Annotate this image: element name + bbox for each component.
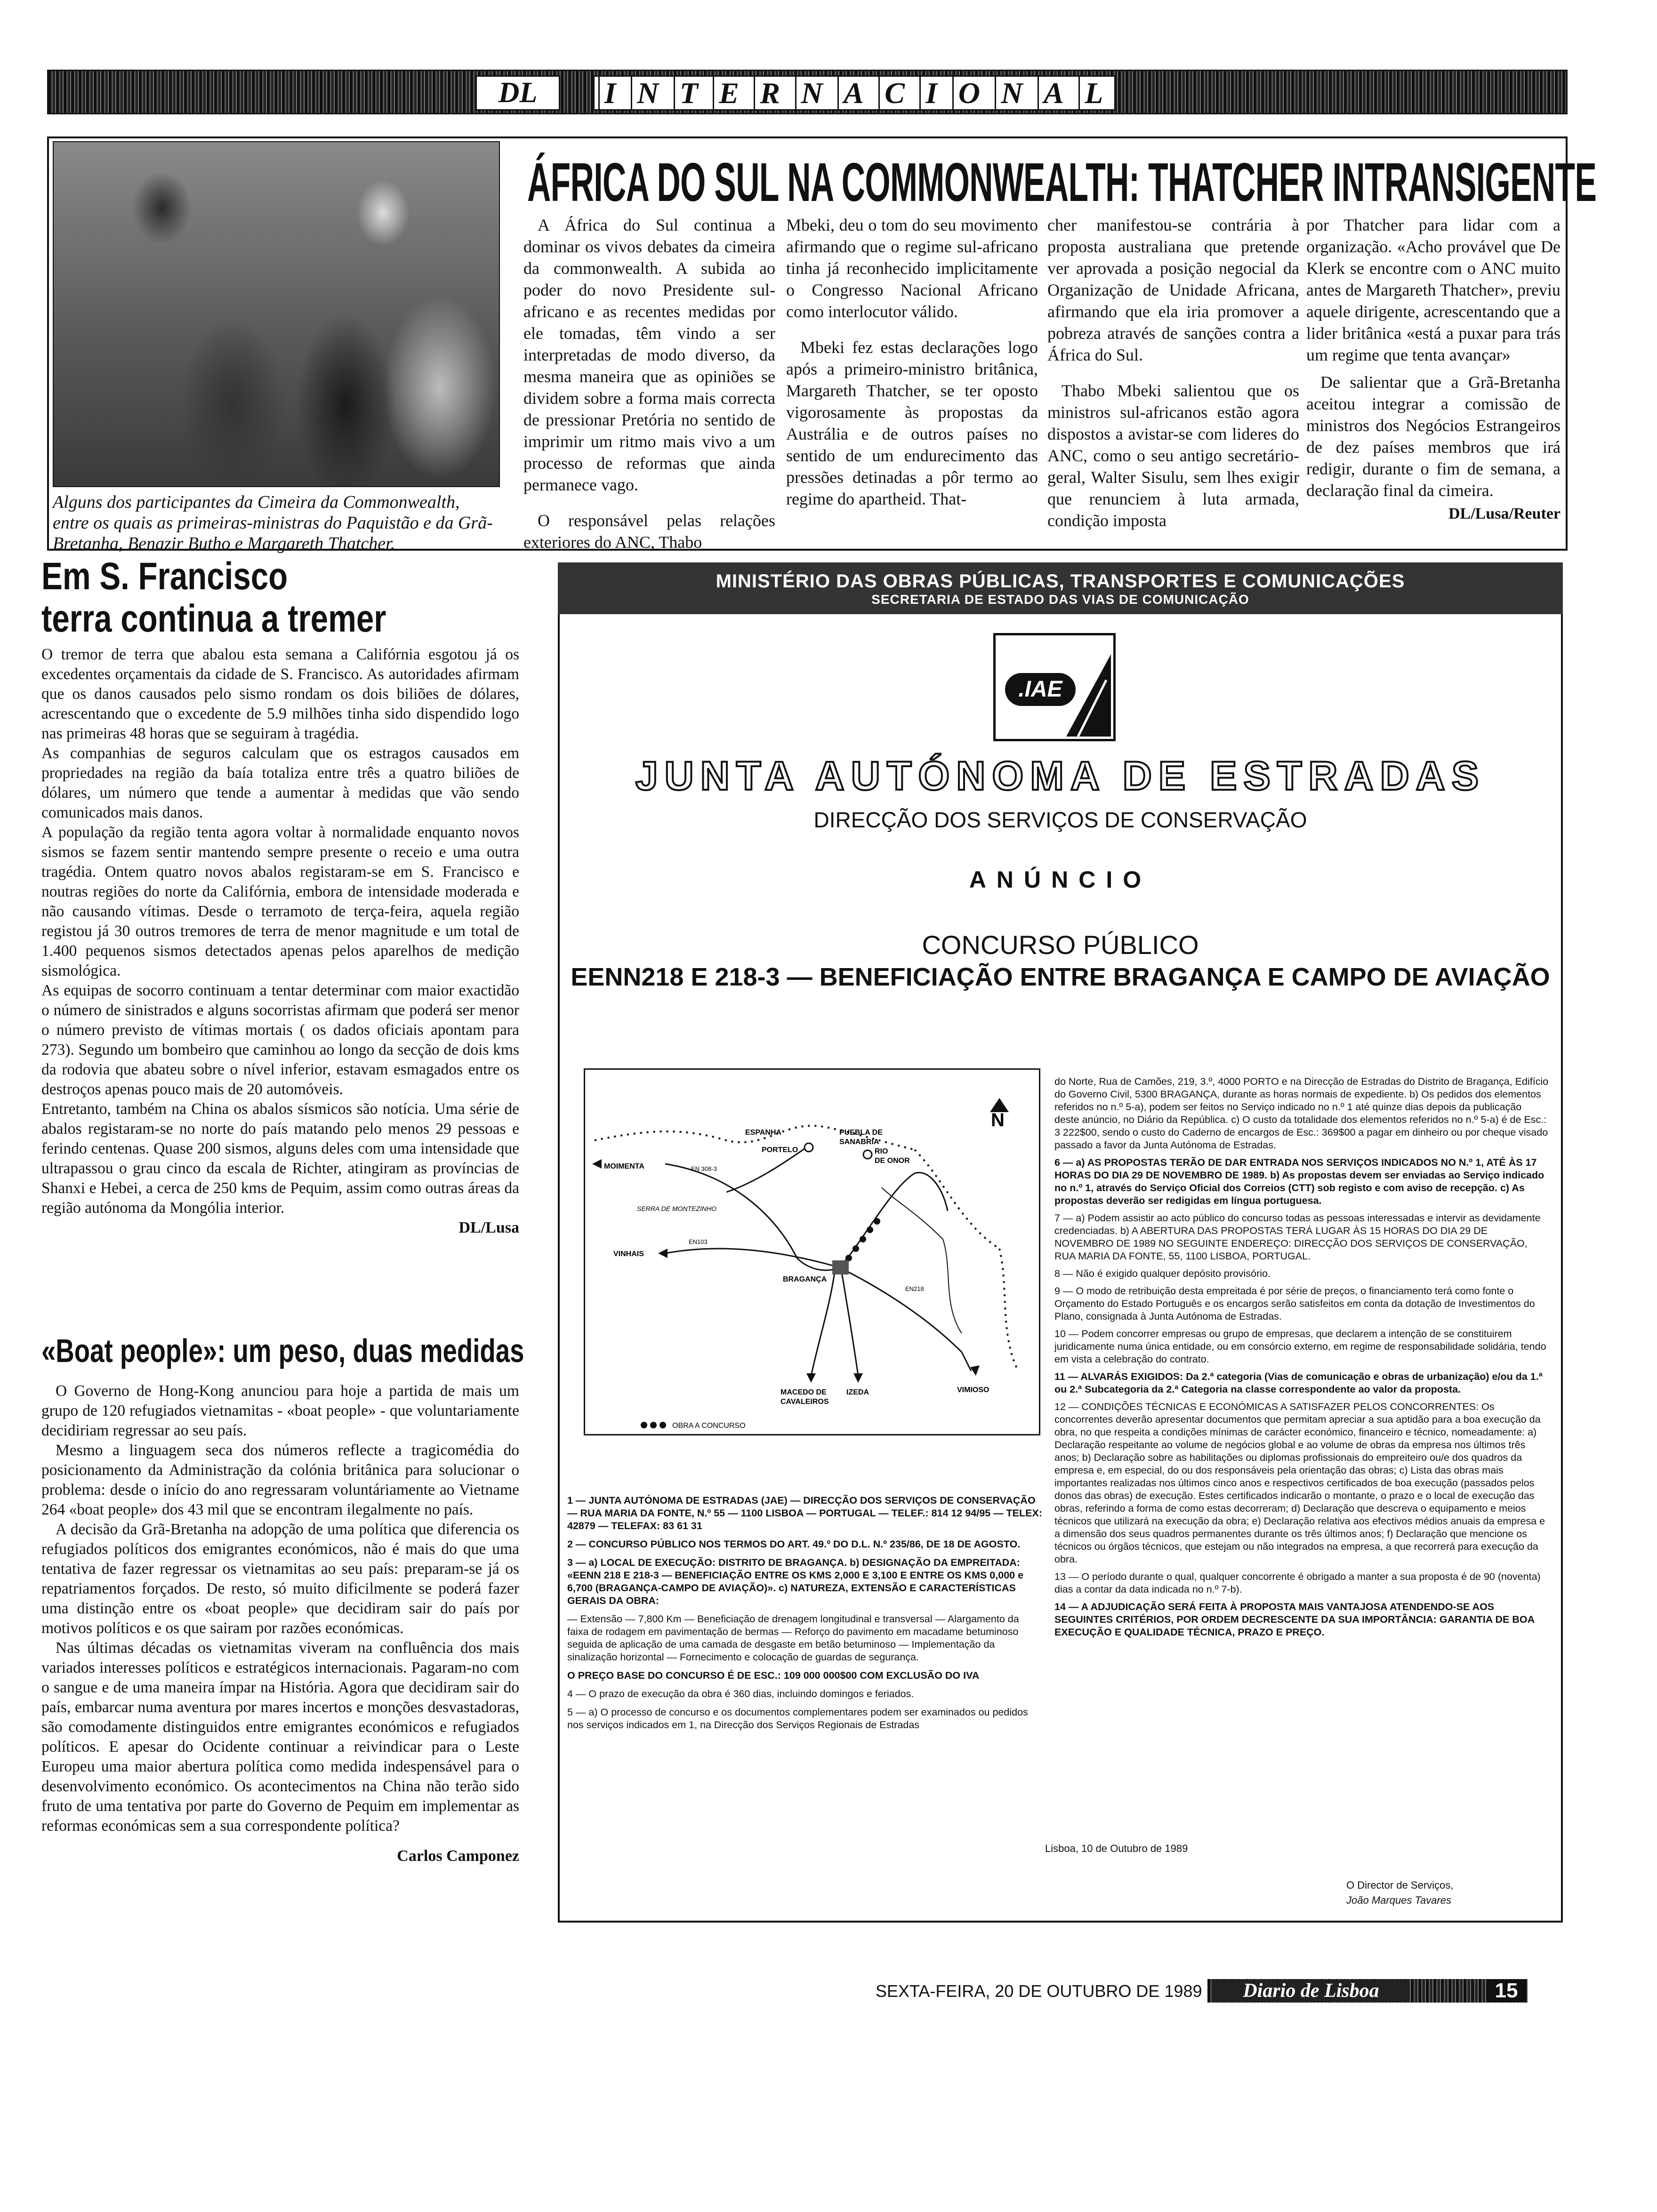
africa-column-4	[1306, 214, 1560, 525]
ad-item: — Extensão — 7,800 Km — Beneficiação de drenagem longitudinal e transversal — Alargamento da faixa de rodagem em pavimentação de bermas — Reforço do pavimento em macadame betuminoso seguida de aplicação de uma camada de desgaste em betão betuminoso — Implementação da sinalização horizontal — Fornecimento e colocação de guardas de segurança.	[567, 1613, 1019, 1663]
road-line	[726, 1147, 806, 1192]
road-macedo	[811, 1272, 835, 1376]
paragraph: As companhias de seguros calculam que os estragos causados em propriedades na região da baía totaliza entre três a quatro biliões de dólares, um número que tende a aumentar à medidas que vão sendo comunicados mais danos.	[41, 745, 519, 821]
section-letter: N	[795, 76, 830, 111]
map-label: EN 308-3	[691, 1165, 717, 1172]
boat-signature: Carlos Camponez	[397, 1847, 519, 1865]
director-title: O Director de Serviços,	[1346, 1879, 1454, 1891]
sf-headline	[41, 555, 427, 640]
ad-left-column	[567, 1494, 1043, 1737]
paragraph: por Thatcher para lidar com a organização. «Acho provável que De Klerk se encontre com o ANC muito antes de Margareth Thatcher», previu aquele dirigente, acrescentando que a lider britânica «está a puxar para trás um regime que tenta avançar»	[1306, 216, 1560, 364]
paragraph: Mbeki fez estas declarações logo após a primeiro-ministro britânica, Margareth Thatcher, se ter oposto vigorosamente às propostas da Austrália e de outros países no sentido de um endurecimento das pressões detinadas a pôr termo ao regime do apartheid. That-	[786, 338, 1038, 508]
paragraph: As equipas de socorro continuam a tentar determinar com maior exactidão o número de sinistrados e alguns socorristas afirmam que poderá ser menor o número previsto de vítimas mortais ( os dados oficiais apontam para 273). Segundo um bombeiro que caminhou ao longo da secção de dois kms da rodovia que abateu sobre o nível inferior, estavam esmagados entre os destroços apenas pouco mais de 20 automóveis.	[41, 982, 519, 1098]
road-en218	[839, 1172, 948, 1267]
cimeira-photo	[53, 141, 500, 487]
section-letter: E	[713, 76, 747, 111]
map-label: SERRA DE MONTEZINHO	[637, 1205, 717, 1212]
direccao-title: DIRECÇÃO DOS SERVIÇOS DE CONSERVAÇÃO	[813, 808, 1307, 832]
ad-item: 14 — A ADJUDICAÇÃO SERÁ FEITA À PROPOSTA MAIS VANTAJOSA ATENDENDO-SE AOS SEGUINTES CRITÉRIOS, POR ORDEM DECRESCENTE DA SUA IMPORTÂNCIA: GARANTIA DE BOA EXECUÇÃO E QUALIDADE TÉCNICA, PRAZO E PREÇO.	[1054, 1601, 1535, 1638]
paragraph: De salientar que a Grã-Bretanha aceitou integrar a comissão de ministros dos Negócios Estrangeiros de dez países membros que irá redigir, durante o fim de semana, a declaração final da cimeira.	[1306, 373, 1560, 500]
section-letter: A	[837, 76, 871, 111]
section-letter: R	[754, 76, 788, 111]
map-label: MOIMENTA	[604, 1162, 644, 1170]
border-line	[999, 1249, 1018, 1371]
footer-date: SEXTA-FEIRA, 20 DE OUTUBRO DE 1989	[876, 1981, 1202, 2001]
africa-column-1	[523, 214, 775, 567]
ad-place-date: Lisboa, 10 de Outubro de 1989	[1045, 1843, 1188, 1854]
africa-column-2	[786, 214, 1038, 524]
logo-text: DL	[498, 77, 538, 109]
road-vimioso	[839, 1267, 971, 1371]
section-letter: L	[1078, 76, 1110, 111]
paragraph: A decisão da Grã-Bretanha na adopção de uma política que diferencia os refugiados políticos dos emigrantes económicos, não é mais do que uma tentativa de fazer regressar os vietnamitas ao seu país: preparam-se já os repatriamentos forçados. De resto, só muito dificilmente se poderá fazer uma distinção entre os «boat people» que decidiram sair do país por motivos políticos e os que sairam por razões económicas.	[41, 1521, 519, 1637]
paragraph: Mbeki, deu o tom do seu movimento afirmando que o regime sul-africano tinha já reconhecido implicitamente o Congresso Nacional Africano como interlocutor válido.	[786, 216, 1038, 321]
section-letter: I	[598, 76, 624, 111]
jae-title: JUNTA AUTÓNOMA DE ESTRADAS	[635, 753, 1486, 799]
ad-header-band	[558, 562, 1563, 614]
paragraph: Nas últimas décadas os vietnamitas viveram na confluência dos mais variados interesses políticos e estratégicos internacionais. Pagaram-no com o sangue e de uma maneira ímpar na História. Agora que decidiram sair do país, embarcar numa aventura por mares incertos e monções desvastadoras, são comodamente distinguidos entre emigrantes económicos e refugiados políticos. E apesar do Ocidente continuar a reivindicar para o Leste Europeu uma maior abertura política como medida indespensável para o desenvolvimento económico. Os acontecimentos na China não terão sido fruto de uma tentativa por parte do Governo de Pequim em implementar as reformas económicas sem a sua correspondente política?	[41, 1639, 519, 1835]
paragraph: Thabo Mbeki salientou que os ministros sul-africanos estão agora dispostos a avistar-se com lideres do ANC, como o seu antigo secretário-geral, Walter Sisulu, sem lhes exigir que renunciem à luta armada, condição imposta	[1047, 381, 1299, 530]
river-line	[882, 1187, 962, 1333]
road-en103	[665, 1249, 839, 1267]
border-line	[915, 1150, 999, 1249]
sf-body	[41, 645, 519, 1238]
ad-item: 11 — ALVARÁS EXIGIDOS: Da 2.ª categoria (Vias de comunicação e obras de urbanização) e/ou da 1.ª ou 2.ª Subcategoria da 2.ª Categoria na classe correspondente ao valor da proposta.	[1054, 1371, 1543, 1395]
paragraph: O Governo de Hong-Kong anunciou para hoje a partida de mais um grupo de 120 refugiados vietnamitas - «boat people» - que voluntariamente decidiriam regressar ao seu país.	[41, 1382, 519, 1439]
masthead: Diario de Lisboa	[1212, 1980, 1410, 2002]
north-label: N	[991, 1110, 1005, 1130]
iae-logo-text: .IAE	[1005, 673, 1076, 706]
ad-item: do Norte, Rua de Camões, 219, 3.º, 4000 PORTO e na Direcção de Estradas do Distrito de Bragança, Edifício do Governo Civil, 5300 BRAGANÇA, durante as horas normais de expediente. b) Os pedidos dos elementos referidos no n.º 5-a), podem ser feitos no Serviço indicado no n.º 1 até quinze dias depois da publicação deste anúncio, no Diário da República. c) O custo da totalidade dos elementos referidos no n.º 5-a) é de Esc.: 3 222$00, sendo o custo do Caderno de encargos de Esc.: 369$00 a pagar em dinheiro ou por cheque visado passado a favor da Junta Autónoma de Estradas.	[1054, 1076, 1549, 1151]
africa-column-3	[1047, 214, 1299, 545]
road-en308	[665, 1164, 839, 1270]
paragraph: Entretanto, também na China os abalos sísmicos são notícia. Uma série de abalos registaram-se no norte do país matando pelo menos 29 pessoas e ferindo centenas. Quase 200 sismos, alguns deles com uma intensidade que ultrapassou o grau cinco da escala de Richter, atingiram as províncias de Shanxi e Hebei, a cerca de 250 kms de Pequim, assim como outras áreas da região autónoma da Mongólia interior.	[41, 1100, 519, 1217]
map-label: PORTELO	[762, 1146, 798, 1154]
map-label: VINHAIS	[613, 1250, 644, 1258]
sf-headline-line-1: Em S. Francisco	[41, 555, 288, 598]
africa-headline: ÁFRICA DO SUL NA COMMONWEALTH: THATCHER INTRANSIGENTE	[527, 152, 1597, 213]
map-label: VIMIOSO	[957, 1386, 989, 1394]
ad-right-column	[1054, 1075, 1549, 1643]
section-letter: I	[919, 76, 945, 111]
map-label: EN103	[689, 1238, 708, 1245]
ad-item: 4 — O prazo de execução da obra é 360 dias, incluindo domingos e feriados.	[567, 1688, 914, 1699]
paragraph: O responsável pelas relações exteriores do ANC, Thabo	[523, 511, 775, 552]
ad-item: O PREÇO BASE DO CONCURSO É DE ESC.: 109 000 000$00 COM EXCLUSÃO DO IVA	[567, 1670, 980, 1681]
map-label: MACEDO DE	[780, 1388, 827, 1396]
page-number: 15	[1488, 1980, 1525, 2002]
map-label: RIO	[875, 1147, 888, 1155]
location-map	[584, 1068, 1040, 1435]
map-label: ESPANHA	[745, 1129, 782, 1137]
section-letter: T	[674, 76, 706, 111]
ad-item: 9 — O modo de retribuição desta empreitada é por série de preços, o financiamento terá como fonte o Orçamento do Estado Português e os encargos serão satisfeitos em conta da dotação de Investimentos do Plano, consignada à Junta Autónoma de Estradas.	[1054, 1285, 1535, 1322]
map-label: IZEDA	[846, 1388, 869, 1396]
ad-item: 12 — CONDIÇÕES TÉCNICAS E ECONÓMICAS A SATISFAZER PELOS CONCORRENTES: Os concorrentes deverão apresentar documentos que permitam apreciar a sua aptidão para a boa execução da obra, no que respeita a condições mínimas de carácter económico, financeiro e técnico, nomeadamente: a) Declaração respeitante ao volume de negócios global e ao volume de obras da empresa nos últimos três anos; b) Declaração sobre as habilitações ou diplomas profissionais do empreiteiro ou/e dos quadros da empresa e, em especial, do ou dos responsáveis pela orientação das obras; c) Lista das obras mais importantes realizadas nos últimos cinco anos e respectivos certificados de boa execução (passados pelos donos das obras) de execução. Estes certificados indicarão o montante, o prazo e o local de execução das obras, referindo a forma de como estas decorreram; d) Declaração que descreva o equipamento e meios técnicos que utilizará na execução da obra; e) Declaração relativa aos efectivos médios anuais da empresa e a dimensão dos seus quadros permanentes durante os três últimos anos; f) Declaração que mencione os técnicos ou órgãos técnicos, que estejam ou não integrados na empresa, a que recorrerá para execução da obra.	[1054, 1401, 1545, 1565]
concurso-title: CONCURSO PÚBLICO	[922, 930, 1199, 960]
section-letter: C	[878, 76, 912, 111]
ad-item: 2 — CONCURSO PÚBLICO NOS TERMOS DO ART. 49.º DO D.L. N.º 235/86, DE 18 DE AGOSTO.	[567, 1539, 1021, 1550]
anuncio-title: ANÚNCIO	[969, 866, 1152, 893]
ad-item: 7 — a) Podem assistir ao acto público do concurso todas as pessoas interessadas e intervir as devidamente credenciadas. b) A ABERTURA DAS PROPOSTAS TERÁ LUGAR ÀS 15 HORAS DO DIA 29 DE NOVEMBRO DE 1989 NO SEGUINTE ENDEREÇO: DIRECÇÃO DOS SERVIÇOS DE CONSERVAÇÃO, RUA MARIA DA FONTE, 55, 1100 LISBOA, PORTUGAL.	[1054, 1212, 1541, 1262]
ad-item: 8 — Não é exigido qualquer depósito provisório.	[1054, 1268, 1271, 1279]
ad-item: 6 — a) AS PROPOSTAS TERÃO DE DAR ENTRADA NOS SERVIÇOS INDICADOS NO N.º 1, ATÉ ÀS 17 HORAS DO DIA 29 DE NOVEMBRO DE 1989. b) As propostas devem ser enviadas ao Serviço indicado no n.º 1, através do Serviço Oficial dos Correios (CTT) sob registo e com aviso de recepção. c) As propostas deverão ser redigidas em língua portuguesa.	[1054, 1157, 1544, 1206]
map-label: SANABRIA	[839, 1138, 879, 1146]
map-legend: OBRA A CONCURSO	[672, 1422, 746, 1430]
section-title-internacional	[593, 75, 1116, 111]
secretaria-name: SECRETARIA DE ESTADO DAS VIAS DE COMUNICAÇÃO	[871, 592, 1249, 607]
dl-logo	[475, 75, 560, 111]
ad-director	[1346, 1878, 1535, 1908]
ad-item: 5 — a) O processo de concurso e os documentos complementares podem ser examinados ou pedidos nos serviços indicados em 1, na Direcção dos Serviços Regionais de Estradas	[567, 1707, 1028, 1731]
eenn-title: EENN218 E 218-3 — BENEFICIAÇÃO ENTRE BRAGANÇA E CAMPO DE AVIAÇÃO	[571, 963, 1550, 991]
boat-headline: «Boat people»: um peso, duas medidas	[41, 1332, 524, 1369]
map-label: EN218	[905, 1285, 924, 1292]
map-label: DE ONOR	[875, 1157, 910, 1165]
paragraph: cher manifestou-se contrária à proposta australiana que pretende ver aprovada a posição negocial da Organização de Unidade Africana, afirmando que ela iria promover a pobreza através de sanções contra a África do Sul.	[1047, 216, 1299, 364]
sf-signature: DL/Lusa	[458, 1219, 519, 1236]
ad-item: 1 — JUNTA AUTÓNOMA DE ESTRADAS (JAE) — DIRECÇÃO DOS SERVIÇOS DE CONSERVAÇÃO — RUA MARIA DA FONTE, N.º 55 — 1100 LISBOA — PORTUGAL — TELEF.: 814 12 94/95 — TELEX: 42879 — TELEFAX: 83 61 31	[567, 1495, 1042, 1531]
ad-item: 3 — a) LOCAL DE EXECUÇÃO: DISTRITO DE BRAGANÇA. b) DESIGNAÇÃO DA EMPREITADA: «EENN 218 E 218-3 — BENEFICIAÇÃO ENTRE OS KMS 2,000 E 3,100 E ENTRE OS KMS 0,000 e 6,700 (BRAGANÇA-CAMPO DE AVIAÇÃO)». c) NATUREZA, EXTENSÃO E CARACTERÍSTICAS GERAIS DA OBRA:	[567, 1557, 1024, 1606]
map-label: PUEBLA DE	[839, 1129, 883, 1137]
photo-caption: Alguns dos participantes da Cimeira da Commonwealth, entre os quais as primeiras-ministras do Paquistão e da Grã-Bretanha, Benazir Butho e Margareth Thatcher.	[53, 492, 493, 553]
ad-item: 13 — O período durante o qual, qualquer concorrente é obrigado a manter a sua proposta é de 90 (noventa) dias a contar da data indicada no n.º 7-b).	[1054, 1571, 1541, 1595]
map-graphic	[585, 1070, 1039, 1434]
paragraph: Mesmo a linguagem seca dos números reflecte a tragicomédia do posicionamento da Administração da colónia britânica para solucionar o problema: desde o início do ano regressaram voluntáriamente ao Vietname 264 «boat people» dos 43 mil que se encontram ilegalmente no país.	[41, 1442, 519, 1518]
paragraph: O tremor de terra que abalou esta semana a Califórnia esgotou já os excedentes orçamentais da cidade de S. Francisco. As autoridades afirmam que os danos causados pelo sismo rondam os dois biliões de dólares, acrescentando que o excedente de 5.9 milhões tinha sido dispendido logo nas primeiras 48 horas que se seguiram à tragédia.	[41, 646, 519, 742]
section-letter: N	[995, 76, 1030, 111]
ad-item: 10 — Podem concorrer empresas ou grupo de empresas, que declarem a intenção de se constituirem juridicamente numa única entidade, ou em consórcio externo, em regime de responsabilidade solidária, tendo em vista a celebração do contrato.	[1054, 1328, 1546, 1365]
section-letter: A	[1038, 76, 1071, 111]
ministry-name: MINISTÉRIO DAS OBRAS PÚBLICAS, TRANSPORTES E COMUNICAÇÕES	[716, 571, 1405, 592]
sf-headline-line-2: terra continua a tremer	[41, 597, 386, 640]
paragraph: A África do Sul continua a dominar os vivos debates da cimeira da commonwealth. A subida ao poder do novo Presidente sul-africano e as recentes medidas por ele tomadas, têm vindo a ser interpretadas de modo diverso, da mesma maneira que as opiniões se dividem sobre a forma mais correcta de pressionar Pretória no sentido de imprimir um ritmo mais vivo a um processo de reformas que ainda permanece vago.	[523, 216, 775, 494]
road-izeda	[842, 1272, 858, 1376]
director-name: João Marques Tavares	[1346, 1894, 1451, 1906]
boat-body	[41, 1381, 519, 1866]
paragraph: A população da região tenta agora voltar à normalidade enquanto novos sismos se fazem sentir mantendo sempre presente o receio e uma outra tragédia. Ontem quatro novos abalos registaram-se em S. Francisco e noutras regiões do norte da Califórnia, embora de intensidade moderada e não causando vítimas. Desde o terramoto de terça-feira, aquela região registou já 30 outros tremores de terra de menor magnitude e um total de 1.400 pequenos sismos detectados apenas pelos aparelhos de medição sismológica.	[41, 824, 519, 979]
section-letter: O	[952, 76, 988, 111]
section-letter: N	[631, 76, 666, 111]
map-label: BRAGANÇA	[783, 1275, 827, 1283]
africa-signature: DL/Lusa/Reuter	[1448, 505, 1560, 522]
map-label: CAVALEIROS	[780, 1398, 829, 1406]
